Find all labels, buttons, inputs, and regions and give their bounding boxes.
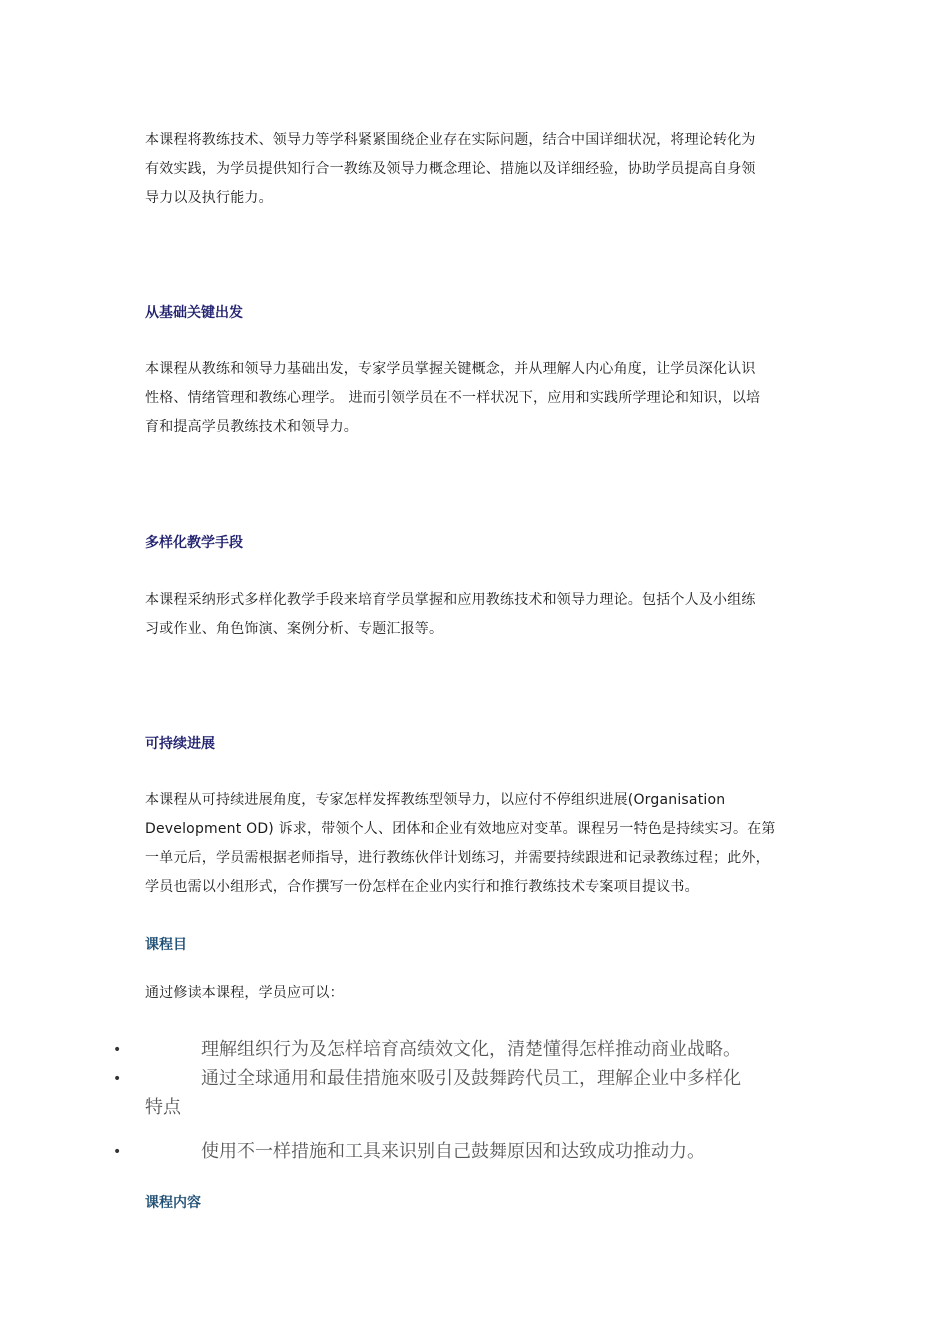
objective-text: 使用不一样措施和工具来识别自己鼓舞原因和达致成功推动力。: [201, 1141, 705, 1162]
bullet-icon: •: [113, 1042, 122, 1058]
section-heading-teaching-methods: 多样化教学手段: [145, 535, 243, 551]
section-paragraph-teaching-methods: [145, 586, 805, 644]
paragraph-line: 本课程采纳形式多样化教学手段来培育学员掌握和应用教练技术和领导力理论。包括个人及小组练: [145, 592, 756, 608]
objective-text-continuation: 特点: [145, 1097, 181, 1118]
paragraph-line: 育和提高学员教练技术和领导力。: [145, 419, 358, 435]
paragraph-line: 习或作业、角色饰演、案例分析、专题汇报等。: [145, 621, 444, 637]
section-paragraph-foundation: [145, 355, 805, 442]
objective-text: 通过全球通用和最佳措施來吸引及鼓舞跨代员工，理解企业中多样化: [201, 1068, 741, 1089]
bullet-icon: •: [113, 1144, 122, 1160]
paragraph-line: Development OD) 诉求，带领个人、团体和企业有效地应对变革。课程另一特色是持续实习。在第: [145, 821, 776, 837]
intro-line: 本课程将教练技术、领导力等学科紧紧围绕企业存在实际问题，结合中国详细状况，将理论转化为: [145, 132, 756, 148]
section-heading-sustainable-development: 可持续进展: [145, 736, 215, 752]
objectives-heading: 课程目: [145, 937, 187, 953]
section-heading-foundation: 从基础关键出发: [145, 305, 243, 321]
intro-line: 有效实践，为学员提供知行合一教练及领导力概念理论、措施以及详细经验，协助学员提高自身领: [145, 161, 756, 177]
paragraph-line: 学员也需以小组形式，合作撰写一份怎样在企业内实行和推行教练技术专案项目提议书。: [145, 879, 699, 895]
paragraph-line: 一单元后，学员需根据老师指导，进行教练伙伴计划练习，并需要持续跟进和记录教练过程；此外，: [145, 850, 770, 866]
bullet-icon: •: [113, 1071, 122, 1087]
paragraph-line: 性格、情绪管理和教练心理学。 进而引领学员在不一样状况下，应用和实践所学理论和知识，以培: [145, 390, 761, 406]
course-content-heading: 课程内容: [145, 1195, 201, 1211]
paragraph-line: 本课程从可持续进展角度，专家怎样发挥教练型领导力，以应付不停组织进展(Organisation: [145, 792, 726, 808]
intro-paragraph: [145, 126, 805, 213]
objective-text: 理解组织行为及怎样培育高绩效文化，清楚懂得怎样推动商业战略。: [201, 1039, 741, 1060]
paragraph-line: 本课程从教练和领导力基础出发，专家学员掌握关键概念，并从理解人内心角度，让学员深化认识: [145, 361, 756, 377]
section-paragraph-sustainable-development: [145, 786, 805, 902]
intro-line: 导力以及执行能力。: [145, 190, 273, 206]
objectives-intro: 通过修读本课程，学员应可以：: [145, 985, 344, 1001]
